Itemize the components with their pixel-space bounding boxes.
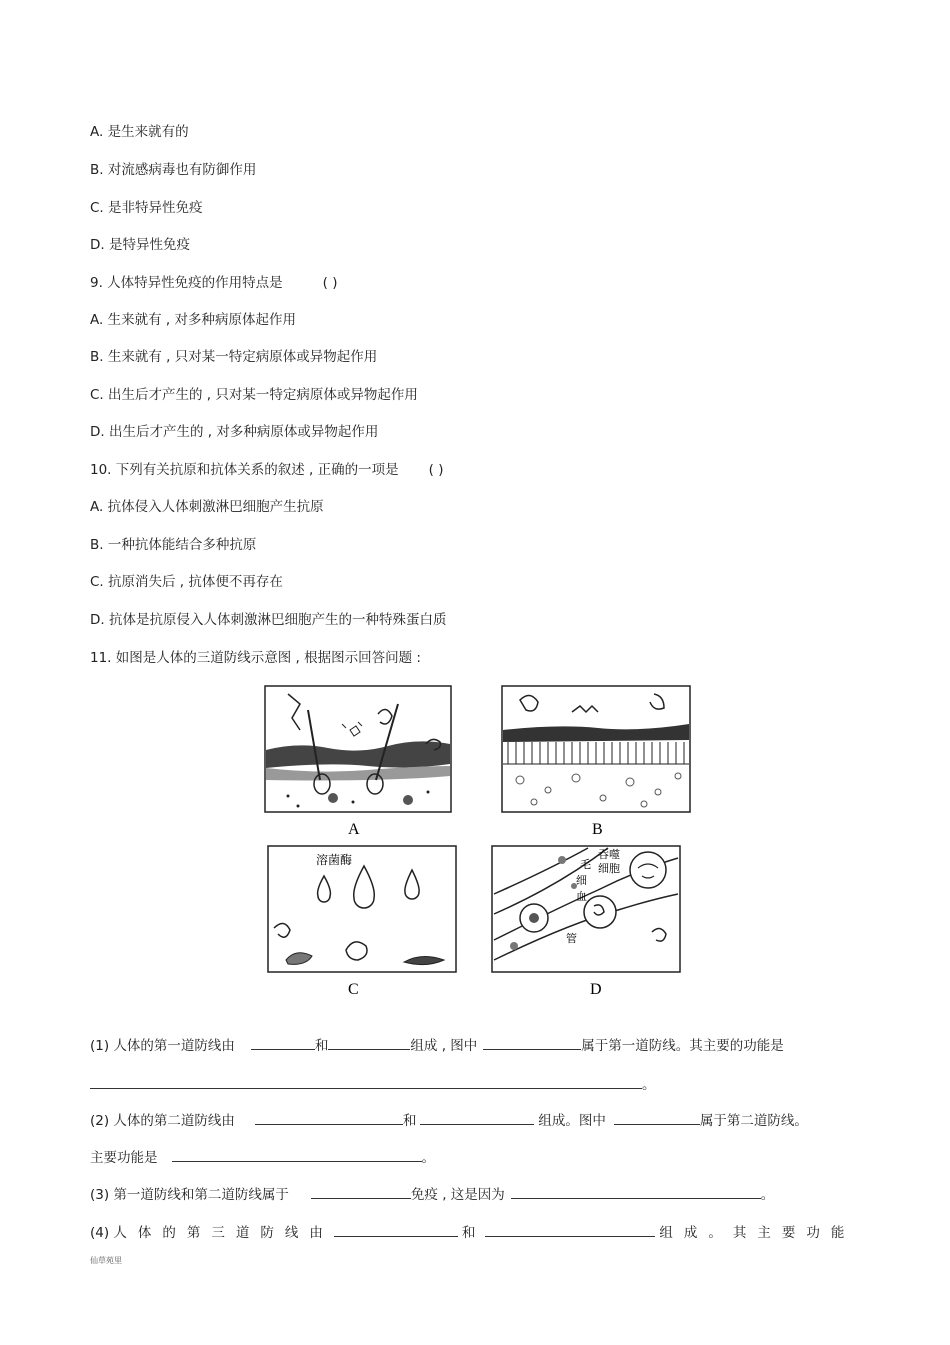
q11-part1-text3: 组成 , 图中	[410, 1038, 478, 1054]
q11-part3-text1: 第一道防线和第二道防线属于	[113, 1187, 289, 1203]
q11-part2-text5: 主要功能是	[90, 1150, 158, 1166]
page-footer: 仙草苑里	[90, 1256, 122, 1265]
q9-stem-text: 9. 人体特异性免疫的作用特点是	[90, 275, 283, 291]
q9-option-d: D. 出生后才产生的 , 对多种病原体或异物起作用	[90, 424, 379, 440]
q11-part2-num: (2)	[90, 1113, 110, 1129]
q10-answer-paren: ( )	[428, 462, 444, 478]
answer-blank[interactable]	[420, 1109, 534, 1125]
answer-blank[interactable]	[311, 1183, 411, 1199]
answer-blank[interactable]	[90, 1073, 642, 1089]
phagocyte-label-2: 细胞	[598, 862, 620, 875]
panel-b-mucosa	[502, 686, 690, 812]
q11-part3	[90, 1183, 774, 1205]
q9-option-c: C. 出生后才产生的 , 只对某一特定病原体或异物起作用	[90, 387, 418, 403]
q11-part4-text1: 人体的第三道防线由	[113, 1225, 334, 1241]
q8-option-c: C. 是非特异性免疫	[90, 200, 203, 216]
q9-option-a: A. 生来就有 , 对多种病原体起作用	[90, 312, 296, 328]
panel-c-lysozyme	[268, 846, 456, 972]
q10-option-c: C. 抗原消失后 , 抗体便不再存在	[90, 574, 283, 590]
answer-blank[interactable]	[334, 1221, 458, 1237]
panel-a-label: A	[348, 821, 360, 838]
q11-part4-text2: 和	[461, 1225, 476, 1241]
q10-option-b: B. 一种抗体能结合多种抗原	[90, 537, 257, 553]
q11-stem: 11. 如图是人体的三道防线示意图 , 根据图示回答问题 :	[90, 650, 421, 666]
answer-blank[interactable]	[251, 1034, 315, 1050]
q8-option-a: A. 是生来就有的	[90, 124, 189, 140]
defense-lines-figure	[258, 680, 698, 1000]
q11-part4-text3: 组成。其主要功能	[659, 1225, 856, 1241]
answer-blank[interactable]	[328, 1034, 410, 1050]
q11-part2-text3: 组成。图中	[538, 1113, 606, 1129]
q10-option-d: D. 抗体是抗原侵入人体刺激淋巴细胞产生的一种特殊蛋白质	[90, 612, 447, 628]
q11-part3-text2: 免疫 , 这是因为	[410, 1187, 505, 1203]
q11-part3-end: 。	[760, 1187, 775, 1203]
q11-part1-text2: 和	[314, 1038, 329, 1054]
phagocyte-label-1: 吞噬	[598, 848, 620, 861]
panel-d-label: D	[590, 981, 602, 998]
q11-part1-end: 。	[642, 1077, 656, 1093]
q11-part1-text1: 人体的第一道防线由	[113, 1038, 235, 1054]
q11-part2-text4: 属于第二道防线。	[699, 1113, 808, 1129]
q11-part2-text2: 和	[402, 1113, 417, 1129]
q8-option-b: B. 对流感病毒也有防御作用	[90, 162, 257, 178]
q9-answer-paren: ( )	[322, 275, 338, 291]
panel-d-phagocyte	[492, 846, 680, 972]
q11-part1-num: (1)	[90, 1038, 110, 1054]
answer-blank[interactable]	[485, 1221, 655, 1237]
answer-blank[interactable]	[483, 1034, 581, 1050]
q11-part2-line2	[90, 1146, 435, 1168]
q11-part1	[90, 1034, 784, 1056]
q10-stem-text: 10. 下列有关抗原和抗体关系的叙述 , 正确的一项是	[90, 462, 399, 478]
capillary-char-1: 毛	[580, 858, 591, 871]
q11-part1-line2	[90, 1073, 656, 1095]
capillary-char-3: 血	[576, 890, 587, 903]
q11-part2-end: 。	[421, 1150, 435, 1166]
q8-option-d: D. 是特异性免疫	[90, 237, 190, 253]
answer-blank[interactable]	[511, 1183, 761, 1199]
q11-part4-num: (4)	[90, 1225, 110, 1241]
q9-stem	[90, 273, 338, 293]
lysozyme-label: 溶菌酶	[316, 853, 353, 867]
q11-part1-text4: 属于第一道防线。其主要的功能是	[581, 1038, 784, 1054]
capillary-char-4: 管	[566, 932, 577, 945]
defense-figure-svg	[258, 680, 698, 1000]
panel-b-label: B	[592, 821, 603, 838]
panel-c-label: C	[348, 981, 359, 998]
q11-part3-num: (3)	[90, 1187, 110, 1203]
q10-option-a: A. 抗体侵入人体刺激淋巴细胞产生抗原	[90, 499, 324, 515]
q9-option-b: B. 生来就有 , 只对某一特定病原体或异物起作用	[90, 349, 378, 365]
q11-part2-text1: 人体的第二道防线由	[113, 1113, 235, 1129]
answer-blank[interactable]	[255, 1109, 403, 1125]
answer-blank[interactable]	[614, 1109, 700, 1125]
panel-a-skin	[265, 686, 451, 812]
q11-part4	[90, 1221, 855, 1243]
capillary-char-2: 细	[576, 874, 587, 887]
answer-blank[interactable]	[172, 1146, 422, 1162]
q11-part2	[90, 1109, 808, 1131]
q10-stem	[90, 460, 443, 480]
